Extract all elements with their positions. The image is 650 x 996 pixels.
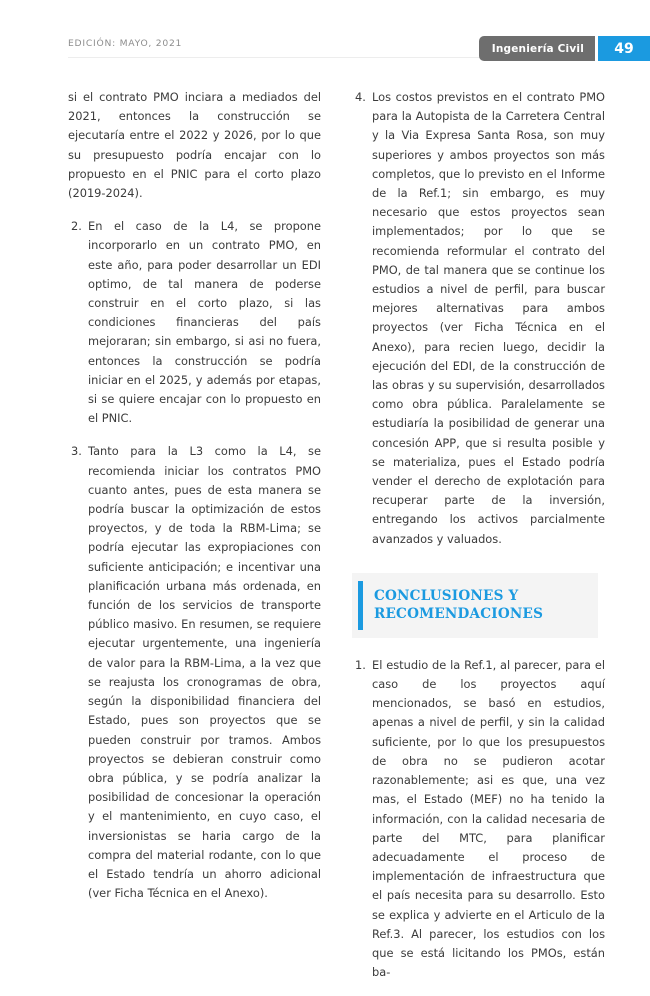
list-item-number: 2. bbox=[71, 219, 82, 234]
list-item-text: Tanto para la L3 como la L4, se recomienda iniciar los contratos PMO cuanto antes, pues de esta manera se podría buscar la optimización de estos proyectos, y de toda la RBM-Lima; se podría ejecutar las expropiaciones con suficiente anticipación; e incentivar una planificación urbana más ordenada, en función de los servicios de transporte público masivo. En resumen, se requiere ejecutar urgentemente, una ingeniería de valor para la RBM-Lima, a la vez que se reajusta los cronogramas de obra, según la disponibilidad financiera del Estado, pues son proyectos que se pueden construir por tramos. Ambos proyectos se debieran construir como obra pública, y se podría analizar la posibilidad de concesionar la operación y el mantenimiento, en cuyo caso, el inversionistas se haria cargo de la compra del material rodante, con lo que el Estado tendría un ahorro adicional (ver Ficha Técnica en el Anexo). bbox=[88, 444, 321, 901]
section-heading-text bbox=[374, 587, 586, 623]
list-item bbox=[352, 88, 605, 549]
list-item-number: 3. bbox=[71, 444, 82, 459]
list-item-number: 1. bbox=[355, 657, 366, 672]
paragraph-text: si el contrato PMO inciara a mediados del 2021, entonces la construcción se ejecutaría entre el 2022 y 2026, por lo que su presupuesto podría encajar con lo propuesto en el PNIC para el corto plazo (2019-2024). bbox=[68, 90, 321, 201]
section-accent-bar bbox=[358, 581, 363, 630]
page-header bbox=[0, 0, 650, 72]
left-column bbox=[68, 88, 321, 917]
header-divider bbox=[68, 57, 498, 58]
right-column bbox=[352, 88, 605, 996]
section-heading bbox=[352, 573, 598, 638]
list-item bbox=[68, 217, 321, 428]
paragraph-continuation bbox=[68, 88, 321, 203]
list-item bbox=[352, 656, 605, 982]
list-item-text: El estudio de la Ref.1, al parecer, para el caso de los proyectos aquí mencionados, se basó en estudios, apenas a nivel de perfil, y sin la calidad suficiente, por lo que los presupuestos de obra no se pudieron acotar razonablemente; asi es que, una vez mas, el Estado (MEF) no ha tenido la información, con la calidad necesaria de parte del MTC, para planificar adecuadamente el proceso de implementación de infraestructura que el país necesita para su desarrollo. Esto se explica y advierte en el Articulo de la Ref.3. Al parecer, los estudios con los que se está licitando los PMOs, están ba- bbox=[372, 657, 605, 980]
section-heading-line-2: RECOMENDACIONES bbox=[374, 605, 544, 622]
list-item-number: 4. bbox=[355, 90, 366, 104]
section-heading-line-1: CONCLUSIONES Y bbox=[374, 587, 519, 604]
list-item bbox=[68, 442, 321, 903]
edition-label: EDICIÓN: MAYO, 2021 bbox=[68, 38, 183, 49]
list-item-text: Los costos previstos en el contrato PMO para la Autopista de la Carretera Central y la Via Expresa Santa Rosa, son muy superiores y ambos proyectos son más completos, que lo previsto en el Informe de la Ref.1; sin embargo, es muy necesario que estos proyectos sean implementados; por lo que se recomienda reformular el contrato del PMO, de tal manera que se continue los estudios a nivel de perfil, para buscar mejores alternativas para ambos proyectos (ver Ficha Técnica en el Anexo), para recien luego, decidir la ejecución del EDI, de la construcción de las obras y su supervisión, desarrollados como obra pública. Paralelamente se estudiaría la posibilidad de generar una concesión APP, que si resulta posible y se materializa, pues el Estado podría vender el derecho de explotación para recuperar parte de la inversión, entregando los activos parcialmente avanzados y valuados. bbox=[372, 90, 605, 546]
page-number-badge: 49 bbox=[598, 36, 650, 61]
list-item-text: En el caso de la L4, se propone incorporarlo en un contrato PMO, en este año, para poder desarrollar un EDI optimo, de tal manera de poderse construir en el corto plazo, si las condiciones financieras del país mejoraran; sin embargo, si asi no fuera, entonces la construcción se podría iniciar en el 2025, y además por etapas, si se quiere encajar con lo propuesto en el PNIC. bbox=[88, 219, 321, 426]
header-badge bbox=[479, 36, 650, 61]
publication-name-badge: Ingeniería Civil bbox=[479, 36, 595, 61]
